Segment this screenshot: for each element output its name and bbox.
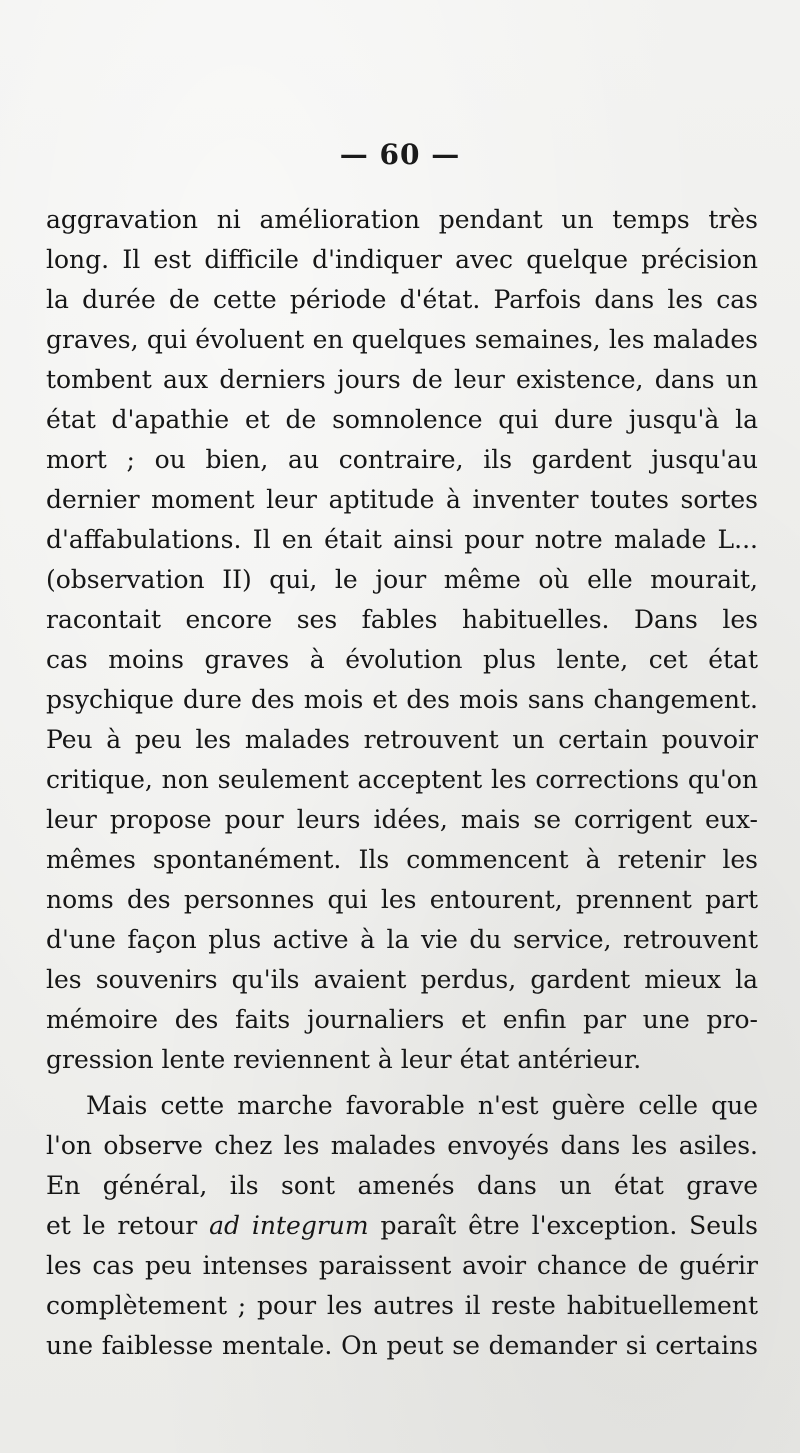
text-line: l'on observe chez les malades envoyés dans les asiles. [46,1131,758,1160]
text-line: cas moins graves à évolution plus lente, cet état [46,645,758,674]
paragraph-1 [46,200,758,1080]
page-number: — 60 — [339,138,461,171]
text-line: mêmes spontanément. Ils commencent à retenir les [46,845,758,874]
italic-phrase: ad integrum [209,1211,369,1240]
text-line-italic-phrase: et le retour ad integrum paraît être l'exception. Seuls [46,1211,759,1240]
text-line: noms des personnes qui les entourent, prennent part [46,885,758,914]
text-line: dernier moment leur aptitude à inventer toutes sortes [46,485,758,514]
text-line: gression lente reviennent à leur état antérieur. [46,1045,642,1074]
text-line: mémoire des faits journaliers et enfin par une pro- [46,1005,758,1034]
text-line: graves, qui évoluent en quelques semaines, les malades [46,325,758,354]
text-line: mort ; ou bien, au contraire, ils gardent jusqu'au [46,445,758,474]
text-line: d'une façon plus active à la vie du service, retrouvent [46,925,758,954]
text-line: (observation II) qui, le jour même où elle mourait, [46,565,758,594]
text-line: psychique dure des mois et des mois sans changement. [46,685,758,714]
text-line: état d'apathie et de somnolence qui dure jusqu'à la [46,405,758,434]
text-line: Peu à peu les malades retrouvent un certain pouvoir [46,725,758,754]
paragraph-2 [46,1086,758,1366]
text-line: En général, ils sont amenés dans un état grave [46,1171,758,1200]
text-line: critique, non seulement acceptent les corrections qu'on [46,765,758,794]
text-line: les souvenirs qu'ils avaient perdus, gardent mieux la [46,965,758,994]
text-line: d'affabulations. Il en était ainsi pour notre malade L... [46,525,758,554]
text-line: racontait encore ses fables habituelles. Dans les [46,605,758,634]
text-line: aggravation ni amélioration pendant un temps très [46,205,758,234]
text-line: leur propose pour leurs idées, mais se corrigent eux- [46,805,758,834]
text-line: la durée de cette période d'état. Parfois dans les cas [46,285,758,314]
text-line: Mais cette marche favorable n'est guère celle que [86,1091,758,1120]
text-line: une faiblesse mentale. On peut se demander si certains [46,1331,758,1360]
text-line: complètement ; pour les autres il reste habituellement [46,1291,758,1320]
text-line: les cas peu intenses paraissent avoir chance de guérir [46,1251,758,1280]
text-line: long. Il est difficile d'indiquer avec quelque précision [46,245,758,274]
body-text [46,200,758,1366]
text-line: tombent aux derniers jours de leur existence, dans un [46,365,758,394]
